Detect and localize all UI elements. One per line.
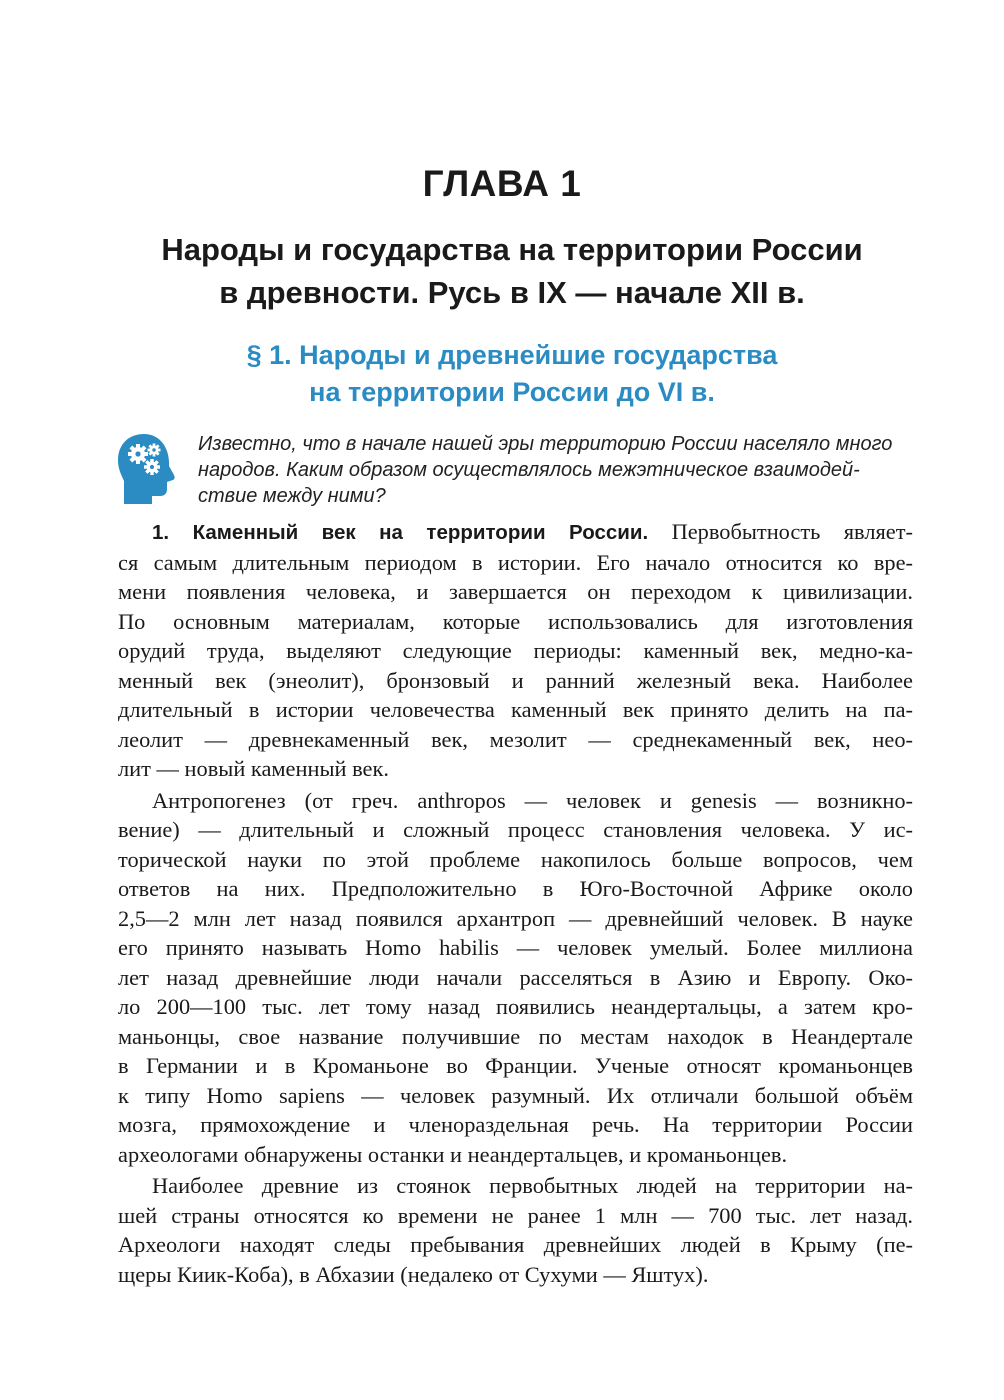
paragraph-line: щеры Киик-Коба), в Абхазии (недалеко от Сухуми — Яштух). [118,1261,709,1287]
paragraph-line: ся самым длительным периодом в истории. Его начало относится ко вре- [118,549,913,575]
paragraph-line: торической науки по этой проблеме накопилось больше вопросов, чем [118,846,913,872]
paragraph-line: длительный в истории человечества каменный век принято делить на па- [118,697,913,722]
paragraph-line: мозга, прямохождение и членораздельная речь. На территории России [118,1112,913,1137]
paragraph-line: маньонцы, свое название получившие по местам находок в Неандертале [118,1023,913,1049]
subsection-heading: 1. Каменный век на территории России. [152,521,649,544]
paragraph-ancient-sites [118,1171,913,1289]
paragraph-line: ло 200—100 тыс. лет тому назад появились неандертальцы, а затем кро- [118,994,913,1019]
paragraph-line: лет назад древнейшие люди начали расселяться в Азию и Европу. Око- [118,964,913,990]
chapter-title [60,228,964,314]
paragraph-line: лит — новый каменный век. [118,756,389,781]
chapter-title-line: в древности. Русь в IX — начале XII в. [219,275,805,310]
paragraph-line: Антропогенез (от греч. anthropos — человек и genesis — возникно- [152,787,913,813]
paragraph-line: ответов на них. Предположительно в Юго-Восточной Африке около [118,876,913,901]
section-title [120,337,904,411]
paragraph-line: в Германии и в Кроманьоне во Франции. Ученые относят кроманьонцев [118,1053,913,1078]
paragraph-line: менный век (энеолит), бронзовый и ранний железный века. Наиболее [118,667,913,693]
paragraph-line: мени появления человека, и завершается он переходом к цивилизации. [118,579,913,604]
body-text [118,517,913,1291]
question-line: народов. Каким образом осуществлялось межэтническое взаимодей- [198,459,860,481]
section-title-line: § 1. Народы и древнейшие государства [246,340,778,370]
section-title-line: на территории России до VI в. [309,377,715,407]
paragraph-line: вение) — длительный и сложный процесс становления человека. У ис- [118,817,913,842]
paragraph-line: Наиболее древние из стоянок первобытных людей на территории на- [152,1173,913,1198]
paragraph-anthropogenesis [118,786,913,1170]
paragraph-line: орудий труда, выделяют следующие периоды: каменный век, медно-ка- [118,638,913,663]
paragraph-line: 1. Каменный век на территории России. Первобытность являет- [152,519,913,544]
paragraph-stone-age [118,517,913,784]
question-line: ствие между ними? [198,485,386,507]
paragraph-line: археологами обнаружены останки и неандертальцев, и кроманьонцев. [118,1141,788,1167]
paragraph-line: его принято называть Homo habilis — человек умелый. Более миллиона [118,935,913,960]
chapter-label: ГЛАВА 1 [422,163,582,204]
paragraph-line: 2,5—2 млн лет назад появился архантроп — древнейший человек. В науке [118,905,913,931]
chapter-title-line: Народы и государства на территории России [161,232,863,267]
paragraph-line: шей страны относятся ко времени не ранее 1 млн — 700 тыс. лет назад. [118,1202,913,1228]
paragraph-line: к типу Homo sapiens — человек разумный. Их отличали большой объём [118,1082,913,1108]
paragraph-line: По основным материалам, которые использовались для изготовления [118,608,913,634]
paragraph-line: леолит — древнекаменный век, мезолит — среднекаменный век, нео- [118,726,913,752]
head-gears-icon [114,432,178,506]
question-line: Известно, что в начале нашей эры территорию России населяло много [198,433,893,455]
paragraph-line: Археологи находят следы пребывания древнейших людей в Крыму (пе- [118,1232,913,1257]
motivation-question [198,431,918,509]
